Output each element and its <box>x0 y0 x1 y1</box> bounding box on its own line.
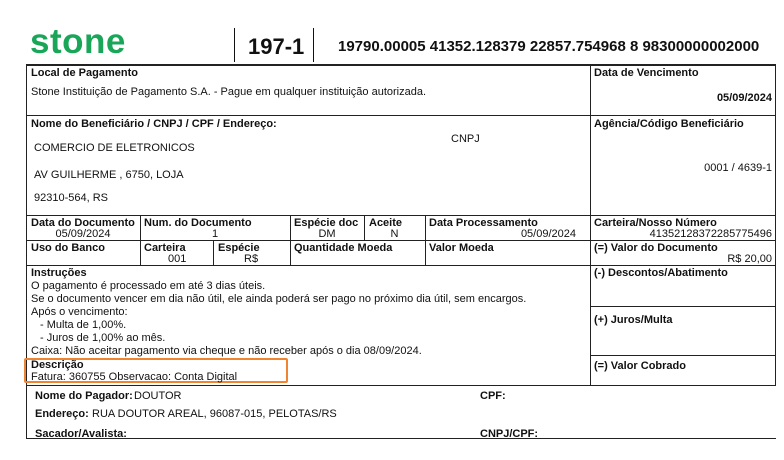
valor-moeda-label: Valor Moeda <box>429 242 494 254</box>
sacador-cnpj-cpf-label: CNPJ/CPF: <box>480 428 539 440</box>
pagador-nome-value: DOUTOR <box>134 390 182 402</box>
data-processamento-value: 05/09/2024 <box>520 228 576 240</box>
vencimento-value: 05/09/2024 <box>716 92 772 104</box>
carteira-value: 001 <box>168 253 187 265</box>
divider-1 <box>26 115 776 116</box>
bottom-border <box>26 438 776 439</box>
pagador-cpf-label: CPF: <box>480 390 506 402</box>
especie-value: R$ <box>244 253 259 265</box>
instrucao-line-4: - Multa de 1,00%. <box>40 319 127 331</box>
top-border <box>26 64 776 66</box>
aceite-label: Aceite <box>369 217 403 229</box>
bank-code: 197-1 <box>248 34 305 59</box>
digitable-line: 19790.00005 41352.128379 22857.754968 8 98300000002000 <box>338 38 760 55</box>
descontos-label: (-) Descontos/Abatimento <box>594 267 728 279</box>
instrucao-line-6: Caixa: Não aceitar pagamento via cheque e não receber após o dia 08/09/2024. <box>31 345 422 357</box>
especie-doc-value: DM <box>318 228 336 240</box>
beneficiario-label: Nome do Beneficiário / CNPJ / CPF / Endereço: <box>31 118 277 130</box>
divider-right-a <box>590 306 776 307</box>
valor-documento-value: R$ 20,00 <box>727 253 772 265</box>
valor-documento-label: (=) Valor do Documento <box>594 242 718 254</box>
descricao-value: Fatura: 360755 Observacao: Conta Digital <box>31 371 238 383</box>
stone-logo: stone <box>30 22 126 61</box>
data-processamento-label: Data Processamento <box>429 217 538 229</box>
pagador-endereco-label: Endereço: <box>35 408 89 420</box>
data-documento-value: 05/09/2024 <box>55 228 111 240</box>
valor-cobrado-label: (=) Valor Cobrado <box>594 360 686 372</box>
uso-banco-label: Uso do Banco <box>31 242 105 254</box>
descricao-label: Descrição <box>31 359 84 371</box>
header-divider-left <box>234 28 235 62</box>
carteira-nosso-numero-label: Carteira/Nosso Número <box>594 217 717 229</box>
data-documento-label: Data do Documento <box>31 217 135 229</box>
instrucao-line-5: - Juros de 1,00% ao mês. <box>40 332 166 344</box>
sacador-label: Sacador/Avalista: <box>35 428 127 440</box>
beneficiario-name: COMERCIO DE ELETRONICOS <box>34 142 195 154</box>
instrucoes-label: Instruções <box>31 267 87 279</box>
divider-2 <box>26 215 776 216</box>
agencia-label: Agência/Código Beneficiário <box>594 118 744 130</box>
carteira-label: Carteira <box>144 242 186 254</box>
especie-doc-label: Espécie doc <box>294 217 359 229</box>
header-divider-right <box>313 28 314 62</box>
instrucao-line-1: O pagamento é processado em até 3 dias úteis. <box>31 280 266 292</box>
divider-5 <box>26 385 776 386</box>
col-divider-4 <box>425 215 426 265</box>
aceite-value: N <box>390 228 399 240</box>
beneficiario-cnpj-label: CNPJ <box>451 133 480 145</box>
instrucao-line-3: Após o vencimento: <box>31 306 128 318</box>
especie-label: Espécie <box>218 242 260 254</box>
right-column-divider <box>590 64 591 386</box>
vencimento-label: Data de Vencimento <box>594 67 699 79</box>
quantidade-moeda-label: Quantidade Moeda <box>294 242 393 254</box>
agencia-value: 0001 / 4639-1 <box>704 162 772 174</box>
col-divider-5 <box>213 240 214 265</box>
carteira-nosso-numero-value: 41352128372285775496 <box>649 228 772 240</box>
divider-right-b <box>590 355 776 356</box>
local-pagamento-value: Stone Instituição de Pagamento S.A. - Pague em qualquer instituição autorizada. <box>31 86 427 98</box>
juros-label: (+) Juros/Multa <box>594 314 673 326</box>
num-documento-value: 1 <box>211 228 219 240</box>
right-border <box>775 64 776 386</box>
local-pagamento-label: Local de Pagamento <box>31 67 138 79</box>
pagador-nome-label: Nome do Pagador: <box>35 390 133 402</box>
num-documento-label: Num. do Documento <box>144 217 252 229</box>
beneficiario-cep-city: 92310-564, RS <box>34 192 108 204</box>
beneficiario-address: AV GUILHERME , 6750, LOJA <box>34 169 184 181</box>
instrucao-line-2: Se o documento vencer em dia não útil, ele ainda poderá ser pago no próximo dia útil, sem encargos. <box>31 293 527 305</box>
pagador-endereco-value: RUA DOUTOR AREAL, 96087-015, PELOTAS/RS <box>92 408 337 420</box>
